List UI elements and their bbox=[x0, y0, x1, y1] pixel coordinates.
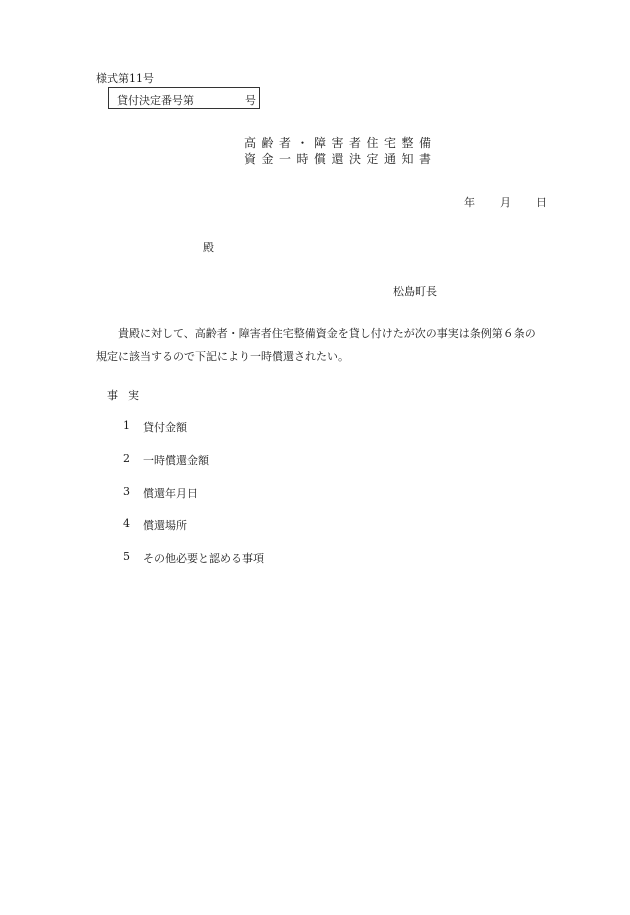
list-item-number: 1 bbox=[123, 419, 130, 432]
list-item-label: 償還場所 bbox=[143, 519, 187, 532]
facts-heading: 事実 bbox=[107, 389, 149, 402]
body-text-line1: 貴殿に対して、高齢者・障害者住宅整備資金を貸し付けたが次の事実は条例第６条の bbox=[118, 327, 536, 340]
list-item-number: 2 bbox=[123, 452, 130, 465]
decision-number-label: 貸付決定番号第 bbox=[117, 94, 194, 107]
document-title-line2: 資金一時償還決定通知書 bbox=[244, 152, 437, 166]
decision-number-suffix: 号 bbox=[245, 94, 256, 107]
addressee-honorific: 殿 bbox=[203, 241, 214, 254]
list-item-label: その他必要と認める事項 bbox=[143, 552, 264, 565]
list-item-number: 4 bbox=[123, 517, 130, 530]
list-item-number: 3 bbox=[123, 485, 130, 498]
list-item-label: 一時償還金額 bbox=[143, 454, 209, 467]
form-number: 様式第11号 bbox=[96, 72, 154, 85]
date-month: 月 bbox=[500, 196, 511, 209]
sender-name: 松島町長 bbox=[393, 285, 437, 298]
list-item-number: 5 bbox=[123, 550, 130, 563]
list-item-label: 償還年月日 bbox=[143, 487, 198, 500]
decision-number-box bbox=[108, 87, 260, 109]
list-item-label: 貸付金額 bbox=[143, 421, 187, 434]
date-year: 年 bbox=[464, 196, 475, 209]
document-title-line1: 高齢者・障害者住宅整備 bbox=[244, 136, 437, 150]
body-text-line2: 規定に該当するので下記により一時償還されたい。 bbox=[96, 350, 349, 363]
date-day: 日 bbox=[536, 196, 547, 209]
